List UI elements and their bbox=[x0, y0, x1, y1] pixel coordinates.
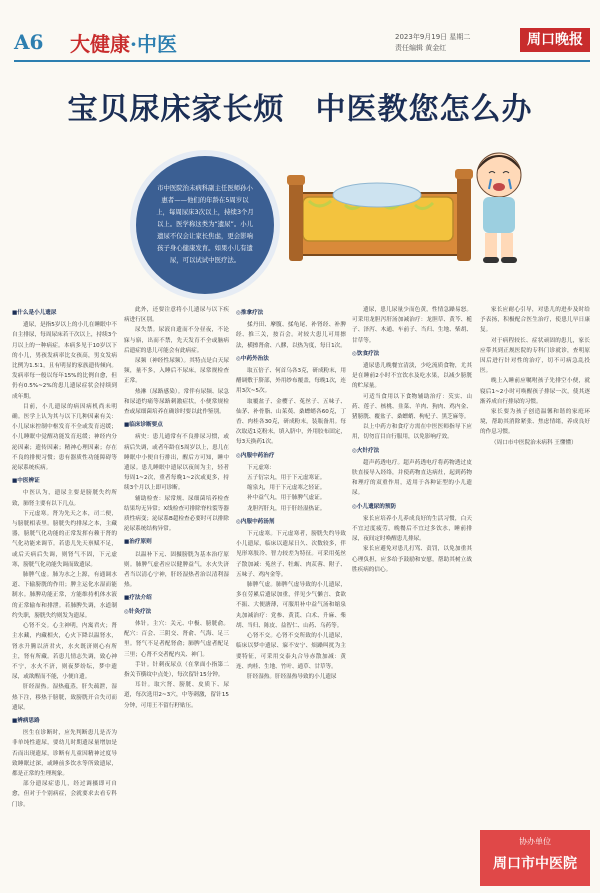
paragraph: 缩泉丸，用于下元虚寒之轻证。 bbox=[247, 485, 326, 492]
paragraph: 此外，还要注意将小儿遗尿与以下疾病进行区别。 bbox=[124, 307, 229, 324]
minor-subhead: ◎推拿疗法 bbox=[236, 310, 264, 316]
paragraph: 中医认为，遗尿主要是膀胱失约所致，肺肾主要有以下几点。 bbox=[12, 490, 117, 507]
article-column-1 bbox=[12, 305, 117, 885]
article-column-4 bbox=[352, 305, 472, 885]
page-number: A6 bbox=[14, 30, 44, 54]
paragraph: 取覆盆子、金樱子、菟丝子、五味子、仙茅、补骨脂、山茱萸、桑螵蛸各60克，丁香、肉桂各30克，研成粉末，装瓶备用。每次取适1克粉末，填入脐中，外用胶布固定，每3天换药1次。 bbox=[236, 398, 346, 446]
paragraph: 晚上入睡前应嘱咐孩子先排空小便，就寝后1~2小时可唤醒孩子排尿一次，使其逐渐养成自行排尿的习惯。 bbox=[480, 378, 590, 405]
paragraph: 手针。针刺夜尿点（在掌面小指第二指关节横纹中点处），每次留针15分钟。 bbox=[124, 661, 229, 678]
section-title: 大健康·中医 bbox=[70, 32, 177, 56]
paragraph: 取五倍子、何首乌各3克，研成粉末，用醋调敷于脐部，外用纱布覆盖，每晚1次，连用3次~5次。 bbox=[236, 368, 346, 395]
sponsor-label: 协办单位 bbox=[519, 837, 551, 846]
subhead: ■治疗原则 bbox=[124, 539, 152, 546]
header-divider bbox=[14, 60, 590, 62]
masthead bbox=[0, 0, 600, 72]
sponsor-box bbox=[480, 830, 590, 886]
paragraph: 揉丹田、摩腹、揉龟尾、补肾经、补脾经、推三关，按百会。对较大患儿可用擦法，横擦肾俞、八髎，以热为度，每日1次。 bbox=[236, 322, 346, 349]
paragraph: 部分遗尿症患儿，经过调摄即可自愈，但对于个别病症，会就要求去看专科门诊。 bbox=[12, 781, 117, 808]
paragraph: 肝经湿热。肝经湿热导致的小儿遗尿 bbox=[247, 673, 337, 680]
paragraph: 补中益气丸，用于肺脾气虚证。 bbox=[247, 495, 326, 502]
paragraph: 以上中药方和食疗方需在中医医师指导下应用，切勿盲目自行服用，以免影响疗效。 bbox=[352, 424, 472, 441]
paragraph: 以温补下元、固摄膀胱为基本治疗原则。肺脾气虚者应以健脾益气，水火失济者当以清心宁神，肝经湿热者治以清利湿热。 bbox=[124, 551, 229, 589]
subhead: ■辨病思路 bbox=[12, 717, 40, 724]
paragraph: 家长要为孩子创造温馨和谐的家庭环境，帮助其消除紧张、焦虑情绪，养成良好的作息习惯。 bbox=[480, 409, 590, 436]
paragraph: 家长应培养小儿养成良好的生活习惯，白天不宜过度疲劳，晚餐后不宜过多饮水，睡前排尿，夜间定时唤醒患儿排尿。 bbox=[352, 515, 472, 543]
paragraph: 家长应耐心引导，对患儿的进步及时给予表扬，积极配合医生治疗，使患儿早日康复。 bbox=[480, 307, 590, 334]
lead-paragraph: 市中医院治未病科副主任医师孙小惠者——他们的年龄在5周岁以上，每周尿床3次以上，持续3个月以上。医学称这类为“遗尿”。小儿遗尿不仅会让家长焦虑，更会影响孩子身心健康发育。如果小儿有遗尿，可以试试中医疗法。 bbox=[130, 150, 280, 300]
subhead: ■中医辨证 bbox=[12, 478, 40, 485]
paragraph: 超声药透电疗。超声药透电疗将药物透过皮肤直接导入经络，并使药物直达病灶，起到药物和理疗的双重作用，适用于各种证型的小儿遗尿。 bbox=[352, 459, 472, 497]
paragraph: 可适当食用以下食物辅助治疗：芡实、山药、莲子、核桃、韭菜、羊肉、狗肉、鸡内金、猪膀胱、覆盆子、桑螵蛸、枸杞子、黑芝麻等。 bbox=[352, 393, 472, 421]
paragraph: 体针。主穴：关元、中极、膀胱俞。配穴：百会、三阴交、肾俞、气海、足三里。肾气不足者配肾俞；肺脾气虚者配足三里；心肾不交者配内关、神门。 bbox=[124, 620, 229, 658]
paragraph: 肝经湿热。湿热蕴蒸，肝失疏泄，湿热下注，移热于膀胱，致膀胱开合失司而遗尿。 bbox=[12, 684, 117, 711]
paragraph: 下元虚寒。下元虚寒者，膀胱失约导致小儿遗尿，临床以遗尿日久、次数较多，伴见形寒肢冷、智力较差为特征。可采用菟丝子散加减：菟丝子、牡蛎、肉苁蓉、附子、五味子、鸡内金等。 bbox=[236, 531, 346, 578]
minor-subhead: ◎饮食疗法 bbox=[352, 350, 380, 357]
minor-subhead: ◎火针疗法 bbox=[352, 447, 380, 454]
minor-subhead: ◎针灸疗法 bbox=[124, 608, 152, 615]
article-column-3 bbox=[236, 305, 346, 885]
byline: （周口市中医院治未病科 王懂懂） bbox=[491, 439, 577, 446]
dateline bbox=[395, 32, 470, 54]
paragraph: 辅助检查：尿常规、尿细菌培养检查结果均无异常；X线检查可排除脊柱裂等器质性病变；泌尿系B超检查必要时可以排除泌尿系统结构异常。 bbox=[124, 495, 229, 533]
paragraph: 下元虚寒： bbox=[247, 464, 275, 471]
paragraph: 肺脾气虚。肺为水之上源，有通调水道、下输膀胱的作用；脾主运化水湿而能制水。肺脾功能正常，方能维持机体水液的正常输布和排泄。若肺脾失调，水道制约失职，膀胱失约则发为遗尿。 bbox=[12, 572, 117, 619]
paragraph: 心肾不交。心肾不交所致的小儿遗尿，临床以梦中遗尿、寐不安宁、烦躁叫扰为主要特征，可采用交泰丸合导赤散加减：黄连、肉桂、生地、竹叶、通草、甘草等。 bbox=[236, 633, 346, 670]
paragraph: 尿频（神经性尿频）。其特点是白天尿频，量不多，入睡后不尿床，尿常规检查正常。 bbox=[124, 358, 229, 385]
minor-subhead: ◎小儿遗尿的预防 bbox=[352, 503, 397, 510]
subhead: ■临床诊断要点 bbox=[124, 422, 163, 429]
editor-credit: 责任编辑 黄金红 bbox=[395, 44, 447, 52]
paragraph: 遗尿患儿晚餐宜清淡，少吃流质食物，尤其是在睡前2小时不宜饮水及吃水果，以减少膀胱的贮尿量。 bbox=[352, 363, 472, 390]
subhead: ■疗法介绍 bbox=[124, 595, 152, 602]
paragraph: 心肾不交。心主神明，内寓君火；肾主水藏，内藏相火，心火下降以温肾水，肾水升腾以济君火，水火既济则心有所主，肾有所藏。若患儿情志失调，致心神不宁，水火不济，则夜梦纷纭，梦中遗尿，或欲醒而不能，小便自遗。 bbox=[12, 623, 117, 681]
paragraph: 尿失禁。尿液自遗而不分昼夜，不论寐与寤，出而不禁，先天发育不全或脑病后遗症的患儿可能会有此病症。 bbox=[124, 327, 229, 354]
issue-date: 2023年9月19日 星期二 bbox=[395, 33, 471, 41]
paragraph: 龙胆泻肝丸，用于肝经湿热证。 bbox=[247, 505, 326, 512]
paragraph: 家长应避免对患儿打骂、责罚，以免加重其心理负担，应多给予鼓励和安慰，帮助其树立战胜疾病的信心。 bbox=[352, 546, 472, 573]
paragraph: 下元虚寒。肾为先天之本，司二便，与膀胱相表里。膀胱失约排尿之本，主藏器，膀胱气化功能的正常发挥有赖于肾的气化功能来调节。若患儿先天禀赋不足，或后天病后失调，则肾气不固，下元虚寒，膀胱气化功能失调而致遗尿。 bbox=[12, 510, 117, 568]
headline: 宝贝尿床家长烦 中医教您怎么办 bbox=[67, 92, 533, 127]
article-column-2 bbox=[124, 305, 229, 885]
paragraph: 对于病程较长、症状顽固的患儿，家长应带其到正规医院的专科门诊就诊，查明原因后进行针对性的治疗，切不可病急乱投医。 bbox=[480, 337, 590, 375]
minor-subhead: ◎内服中药治疗 bbox=[236, 452, 275, 459]
paragraph: 医生在诊断时，应先判断患儿是否为非单纯性遗尿，要幼儿时期遗尿量增加是否而出现遗尿，诊断有儿童因精神过度导致睡眠过深，或睡前多饮水等所致遗尿，都是正常的生理现象。 bbox=[12, 730, 117, 777]
paragraph: 目前，小儿遗尿的病因病机尚未明确。医学上认为其与以下几种因素有关：小儿尿床控制中枢发育不全或发育迟缓；小儿睡眠中觉醒功能发育迟缓；神经内分泌因素；遗传因素；精神心理因素；存在不良的排便习惯；患有器质性功能障碍等泌尿系统疾病。 bbox=[12, 403, 117, 472]
minor-subhead: ◎内服中药汤剂 bbox=[236, 518, 275, 525]
article-column-5 bbox=[480, 305, 590, 825]
paragraph: 肺脾气虚。肺脾气虚导致的小儿遗尿，多在劳累后遗尿加重，伴见少气懒言、食欲不振、大便溏薄，可服用补中益气汤和缩泉丸加减治疗：党参、黄芪、白术、升麻、柴胡、当归、陈皮、益智仁、山药、乌药等。 bbox=[236, 582, 346, 629]
sponsor-name: 周口市中医院 bbox=[493, 856, 577, 872]
paragraph: 热淋（尿路感染）。常伴有尿频、尿急和尿道灼痛等尿路刺激症状，小便常规检查或尿细菌培养在确诊时要以此作鉴别。 bbox=[124, 388, 229, 416]
minor-subhead: ◎中药外治法 bbox=[236, 355, 269, 362]
paragraph: 遗尿，患儿尿量少而色黄，性情急躁易怒。可采用龙胆泻肝汤加减治疗：龙胆草、黄芩、栀子、泽泻、木通、车前子、当归、生地、柴胡、甘草等。 bbox=[352, 307, 472, 344]
paragraph: 五子衍宗丸，用于下元虚寒证。 bbox=[247, 475, 326, 482]
subhead: ■什么是小儿遗尿 bbox=[12, 310, 57, 316]
paragraph: 遗尿，是指5岁以上的小儿在睡眠中不自主排尿，每周尿床若干次以上，持续3个月以上的一种病症。本病多见于10岁以下的小儿，男孩发病率比女孩高，男女发病比例为1.5∶1，且有明显的家族遗传倾向。发病率每一般以每年15%的比例自愈，但仍有0.5%~2%的患儿遗尿症状会持续到成年期。 bbox=[12, 322, 117, 400]
paragraph: 耳针。取穴肾、膀胱、皮质下、尿道，每次选用2~3穴，中等刺激，留针15分钟，可用王不留行籽贴压。 bbox=[124, 682, 229, 709]
newspaper-logo: 周口晚报 bbox=[520, 28, 590, 52]
paragraph: 病史：患儿通常有不良排尿习惯，或病后失调，或者年龄在5周岁以上，患儿在睡眠中小便自行排出，醒后方可知，睡中遗尿。患儿睡眠中遗尿以夜间为主，轻者每周1~2次，重者每晚1~2次或更多，持续3个月以上即可诊断。 bbox=[124, 434, 229, 492]
bed-wetting-illustration bbox=[285, 135, 540, 270]
